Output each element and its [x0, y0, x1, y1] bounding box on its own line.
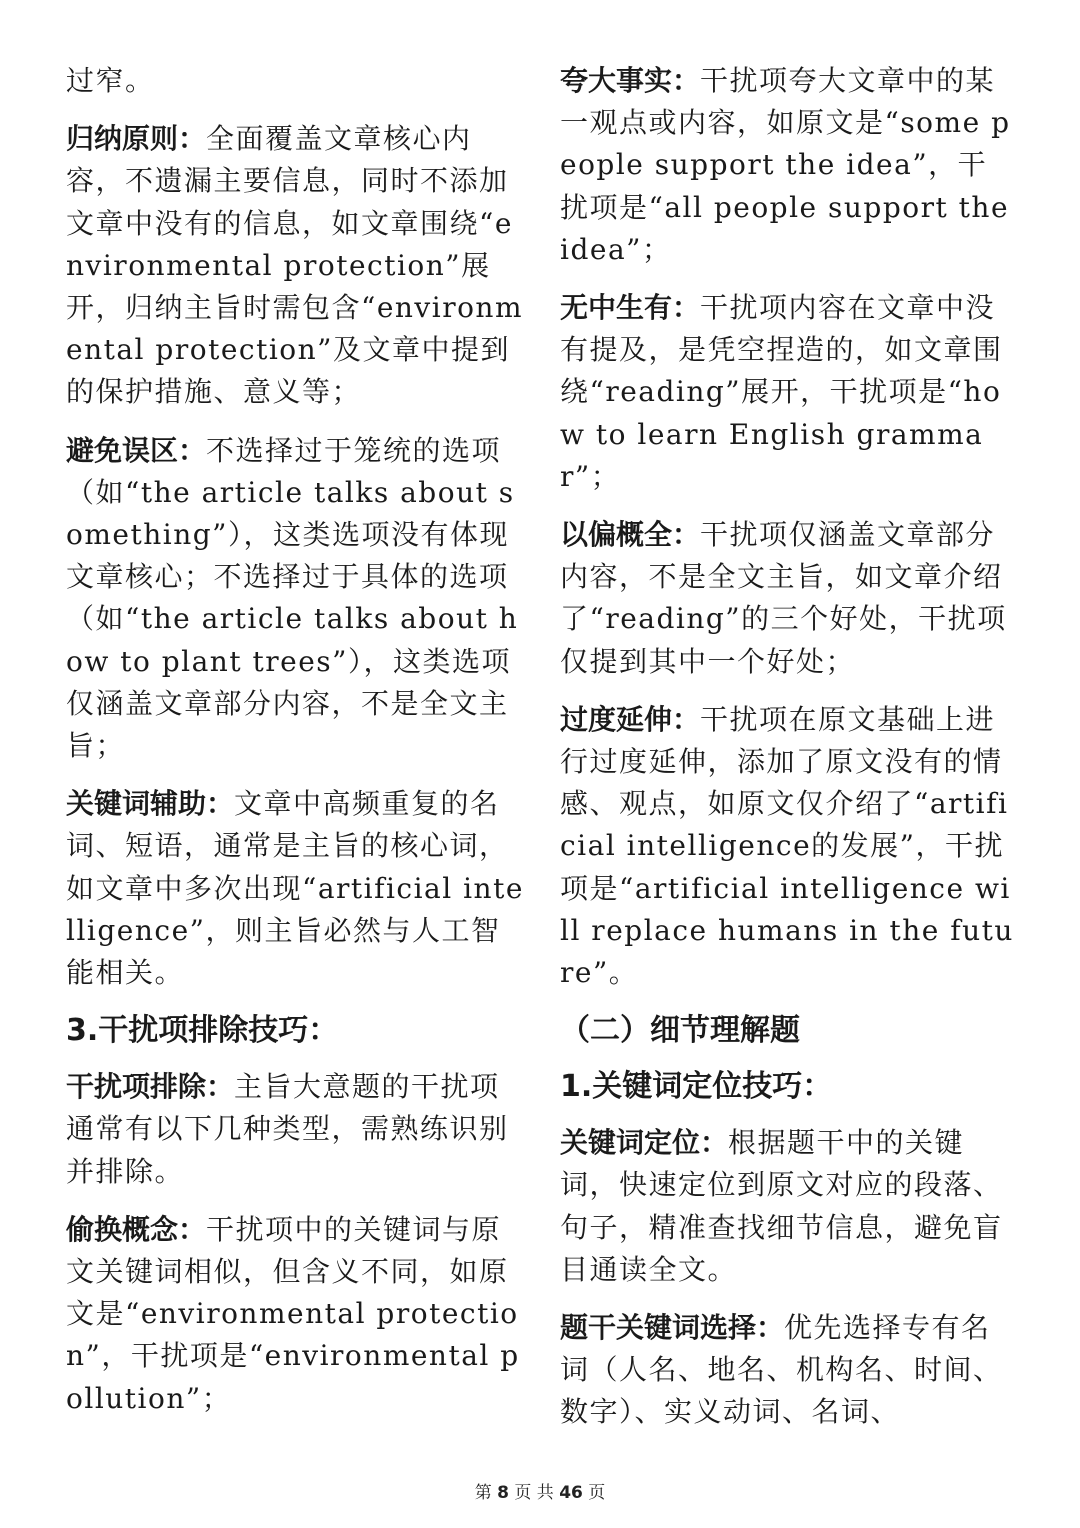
paragraph: [560, 60, 1016, 271]
section-heading: （二）细节理解题: [560, 1013, 800, 1049]
page-footer: [0, 1478, 1080, 1503]
right-column: [560, 60, 1016, 1450]
body-text: 主旨大意题的干扰项通常有以下几种类型，需熟练识别并排除。: [66, 1070, 509, 1188]
paragraph: [66, 1066, 524, 1193]
body-text: 干扰项夸大文章中的某一观点或内容，如原文是“some people support the idea”，干扰项是“all people support the idea”；: [560, 64, 1011, 266]
footer-prefix: 第: [474, 1483, 492, 1503]
page-number: 8: [497, 1483, 509, 1503]
body-text: 干扰项在原文基础上进行过度延伸，添加了原文没有的情感、观点，如原文仅介绍了“artificial intelligence的发展”，干扰项是“artificial intelligence will replace humans in the future”。: [560, 702, 1014, 990]
lead-term: 以偏概全：: [560, 518, 701, 552]
body-text: 过窄。: [66, 64, 155, 97]
paragraph: [560, 287, 1016, 498]
body-text: 文章中高频重复的名词、短语，通常是主旨的核心词，如文章中多次出现“artificial intelligence”，则主旨必然与人工智能相关。: [66, 787, 524, 990]
page-total: 46: [559, 1483, 583, 1503]
lead-term: 过度延伸：: [560, 702, 701, 736]
paragraph: [66, 1209, 524, 1420]
body-text: 干扰项内容在文章中没有提及，是凭空捏造的，如文章围绕“reading”展开，干扰项是“how to learn English grammar”；: [560, 291, 1003, 493]
lead-term: 无中生有：: [560, 291, 701, 325]
body-text: 全面覆盖文章核心内容，不遗漏主要信息，同时不添加文章中没有的信息，如文章围绕“environmental protection”展开，归纳主旨时需包含“environmental protection”及文章中提到的保护措施、意义等；: [66, 122, 524, 409]
lead-term: 关键词定位：: [560, 1126, 729, 1160]
body-text: 根据题干中的关键词，快速定位到原文对应的段落、句子，精准查找细节信息，避免盲目通读全文。: [560, 1126, 1003, 1286]
paragraph: [66, 60, 524, 102]
lead-term: 避免误区：: [66, 433, 207, 467]
paragraph: [66, 783, 524, 994]
lead-term: 干扰项排除：: [66, 1070, 235, 1104]
body-text: 优先选择专有名词（人名、地名、机构名、时间、数字）、实义动词、名词、: [560, 1311, 1003, 1429]
body-text: 干扰项中的关键词与原文关键词相似，但含义不同，如原文是“environmental protection”，干扰项是“environmental pollution”；: [66, 1212, 520, 1415]
lead-term: 关键词辅助：: [66, 787, 235, 821]
body-text: 不选择过于笼统的选项（如“the article talks about something”），这类选项没有体现文章核心；不选择过于具体的选项（如“the article talks about how to plant trees”），这类选项仅涵盖文章部分内容，不是全文主旨；: [66, 433, 519, 763]
body-text: 干扰项仅涵盖文章部分内容，不是全文主旨，如文章介绍了“reading”的三个好处，干扰项仅提到其中一个好处；: [560, 518, 1007, 678]
paragraph: [560, 1307, 1016, 1434]
lead-term: 夸大事实：: [560, 64, 701, 97]
left-column: [66, 60, 524, 1436]
paragraph: [66, 118, 524, 413]
subsection-heading: 1.关键词定位技巧：: [560, 1069, 833, 1105]
paragraph: [560, 514, 1016, 683]
footer-suffix: 页: [588, 1483, 606, 1503]
paragraph: [560, 699, 1016, 994]
footer-middle: 页 共: [514, 1483, 554, 1503]
lead-term: 归纳原则：: [66, 122, 207, 156]
paragraph: [66, 430, 524, 768]
lead-term: 偷换概念：: [66, 1212, 207, 1246]
paragraph: [560, 1122, 1016, 1291]
lead-term: 题干关键词选择：: [560, 1311, 785, 1345]
section-heading: 3.干扰项排除技巧：: [66, 1013, 339, 1049]
